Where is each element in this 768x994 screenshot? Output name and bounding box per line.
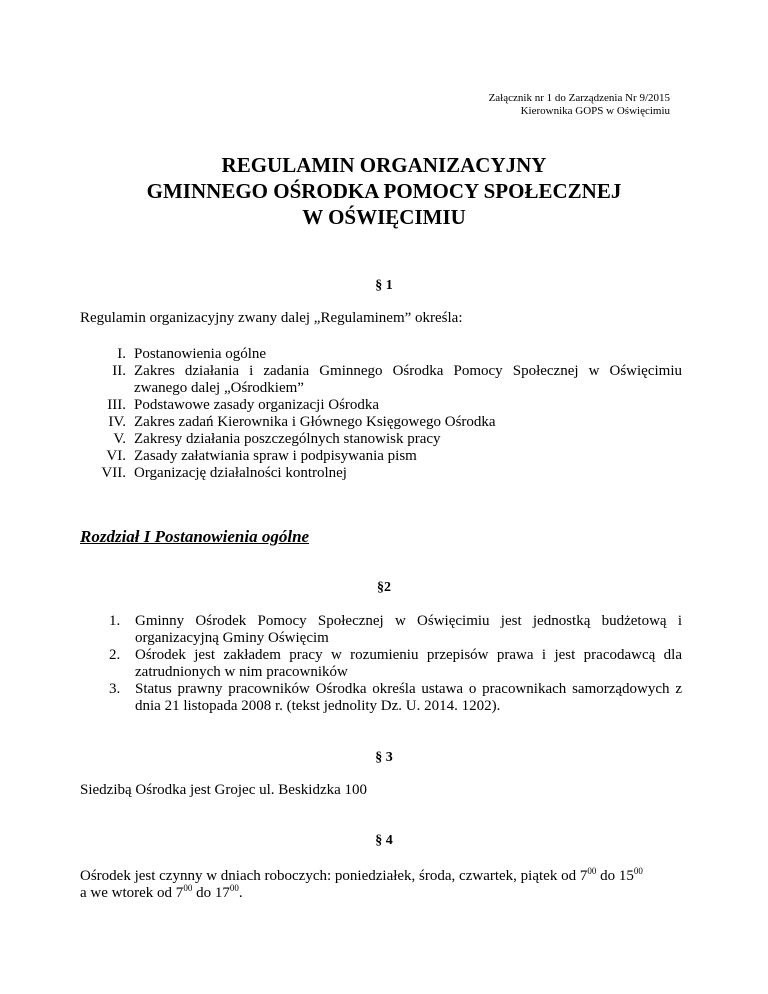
- hours-minutes: 00: [587, 866, 597, 876]
- document-title-line3: W OŚWIĘCIMIU: [302, 205, 466, 229]
- document-title: [0, 152, 768, 230]
- section-4-heading: § 4: [375, 833, 393, 848]
- list-item-number: IV.: [108, 414, 126, 430]
- list-item-number: 2.: [109, 647, 121, 663]
- list-item-text: Zakres działania i zadania Gminnego Ośrodka Pomocy Społecznej w Oświęcimiu zwanego dalej „Ośrodkiem”: [134, 363, 682, 396]
- section-3-text: Siedzibą Ośrodka jest Grojec ul. Beskidzka 100: [80, 782, 368, 798]
- list-item: [80, 414, 682, 431]
- list-item: [80, 363, 682, 397]
- hours-text: a we wtorek od 7: [80, 885, 184, 901]
- list-item: [80, 397, 682, 414]
- list-item-number: V.: [113, 431, 126, 447]
- list-item-number: III.: [107, 397, 126, 413]
- hours-text: do 15: [596, 868, 634, 884]
- section-1-heading: § 1: [375, 278, 393, 293]
- list-item-text: Zasady załatwiania spraw i podpisywania pism: [134, 448, 417, 464]
- section-2-list: [109, 613, 682, 715]
- section-1-list: [80, 346, 682, 482]
- list-item-number: VI.: [106, 448, 126, 464]
- list-item: [80, 431, 682, 448]
- list-item: [80, 346, 682, 363]
- list-item: [109, 647, 682, 681]
- section-2-heading: §2: [377, 580, 391, 595]
- section-3-heading: § 3: [375, 750, 393, 765]
- list-item-number: 1.: [109, 613, 121, 629]
- hours-text: .: [238, 885, 243, 901]
- document-title-line1: REGULAMIN ORGANIZACYJNY: [221, 153, 547, 177]
- list-item: [109, 613, 682, 647]
- hours-text: Ośrodek jest czynny w dniach roboczych: poniedziałek, środa, czwartek, piątek od 7: [80, 868, 588, 884]
- list-item-text: Ośrodek jest zakładem pracy w rozumieniu przepisów prawa i jest pracodawcą dla zatrudnionych w nim pracowników: [135, 647, 682, 680]
- document-title-line2: GMINNEGO OŚRODKA POMOCY SPOŁECZNEJ: [146, 179, 622, 203]
- list-item-number: II.: [112, 363, 126, 379]
- list-item: [80, 465, 682, 482]
- hours-minutes: 00: [229, 883, 239, 893]
- list-item-number: 3.: [109, 681, 121, 697]
- list-item-number: I.: [117, 346, 126, 362]
- chapter-1-title: Rozdział I Postanowienia ogólne: [80, 527, 310, 546]
- list-item-text: Podstawowe zasady organizacji Ośrodka: [134, 397, 380, 413]
- section-4-text: [80, 868, 643, 902]
- list-item-number: VII.: [101, 465, 126, 481]
- list-item: [80, 448, 682, 465]
- list-item-text: Zakres zadań Kierownika i Głównego Księgowego Ośrodka: [134, 414, 496, 430]
- list-item-text: Status prawny pracowników Ośrodka określa ustawa o pracownikach samorządowych z dnia 21 listopada 2008 r. (tekst jednolity Dz. U. 2014. 1202).: [135, 681, 682, 714]
- attachment-note-line2: Kierownika GOPS w Oświęcimiu: [520, 105, 670, 117]
- list-item-text: Gminny Ośrodek Pomocy Społecznej w Oświęcimiu jest jednostką budżetową i organizacyjną Gminy Oświęcim: [135, 613, 682, 646]
- list-item-text: Postanowienia ogólne: [134, 346, 267, 362]
- hours-minutes: 00: [183, 883, 193, 893]
- section-4-line1: [80, 868, 643, 885]
- section-4-line2: [80, 885, 643, 902]
- list-item-text: Organizację działalności kontrolnej: [134, 465, 347, 481]
- hours-text: do 17: [192, 885, 230, 901]
- hours-minutes: 00: [633, 866, 643, 876]
- section-1-intro: Regulamin organizacyjny zwany dalej „Regulaminem” określa:: [80, 310, 463, 326]
- list-item-text: Zakresy działania poszczególnych stanowisk pracy: [134, 431, 441, 447]
- attachment-note-line1: Załącznik nr 1 do Zarządzenia Nr 9/2015: [488, 92, 670, 104]
- list-item: [109, 681, 682, 715]
- attachment-note: [489, 92, 670, 118]
